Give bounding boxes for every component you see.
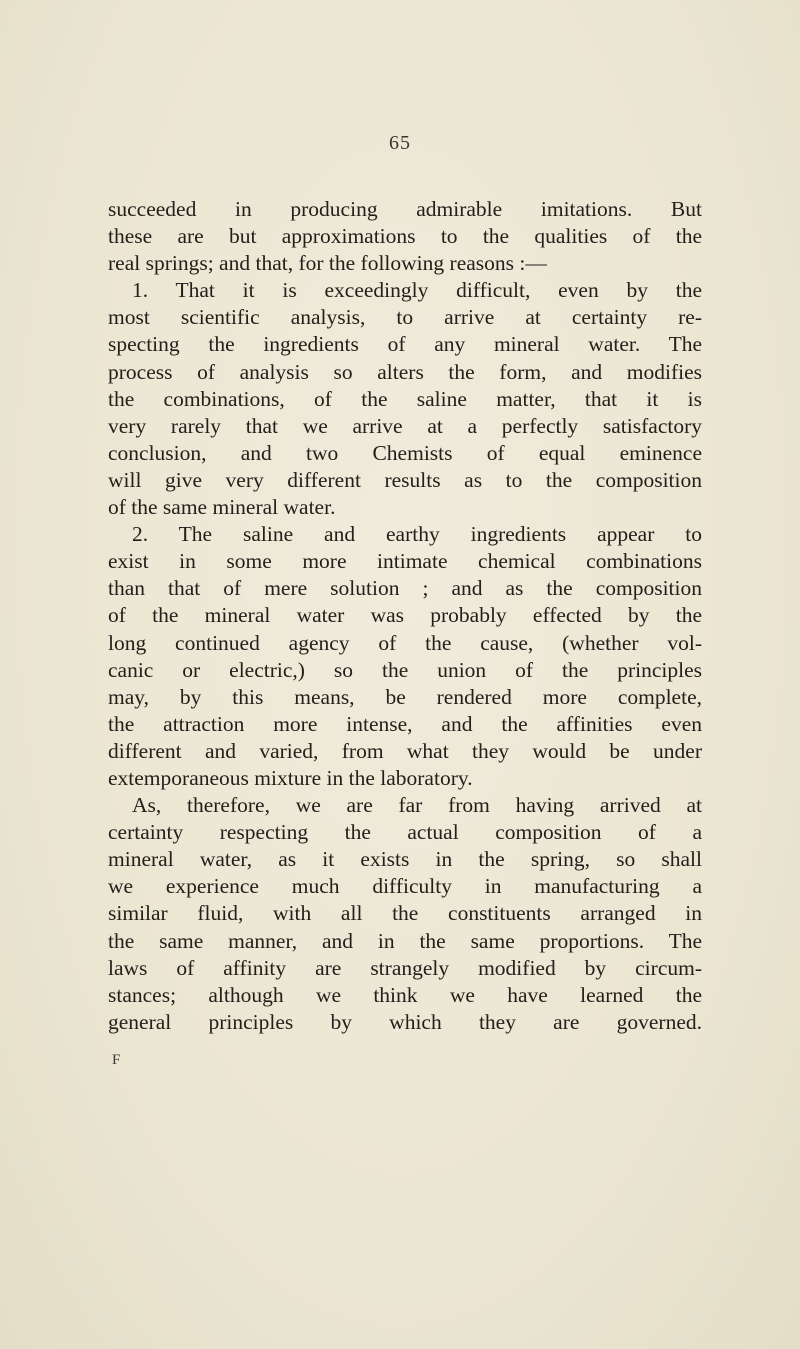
- text-line: real springs; and that, for the following reasons :—: [108, 251, 547, 276]
- text-line: will give very different results as to the composition: [108, 467, 702, 492]
- text-line: than that of mere solution ; and as the composition: [108, 576, 702, 601]
- page-number: 65: [389, 132, 411, 154]
- text-line: general principles by which they are governed.: [108, 1009, 702, 1034]
- text-line: process of analysis so alters the form, and modifies: [108, 359, 702, 384]
- text-line: the attraction more intense, and the affinities even: [108, 711, 702, 736]
- text-line: specting the ingredients of any mineral water. The: [108, 332, 702, 357]
- text-line: succeeded in producing admirable imitations. But: [108, 197, 702, 221]
- text-line: certainty respecting the actual composition of a: [108, 820, 702, 845]
- text-line: long continued agency of the cause, (whether vol-: [108, 630, 702, 655]
- text-line: most scientific analysis, to arrive at certainty re-: [108, 305, 702, 330]
- text-line: mineral water, as it exists in the spring, so shall: [108, 847, 702, 872]
- text-line: canic or electric,) so the union of the principles: [108, 657, 702, 682]
- text-line: these are but approximations to the qualities of the: [108, 224, 702, 249]
- text-line: 1. That it is exceedingly difficult, even by the: [132, 278, 702, 303]
- text-line: As, therefore, we are far from having arrived at: [132, 793, 702, 818]
- text-line: extemporaneous mixture in the laboratory.: [108, 765, 473, 790]
- text-line: the same manner, and in the same proportions. The: [108, 928, 702, 953]
- text-line: of the same mineral water.: [108, 495, 336, 520]
- text-line: we experience much difficulty in manufacturing a: [108, 874, 702, 899]
- text-line: may, by this means, be rendered more complete,: [108, 684, 702, 709]
- text-line: 2. The saline and earthy ingredients appear to: [132, 522, 702, 547]
- text-line: conclusion, and two Chemists of equal eminence: [108, 440, 702, 465]
- signature-mark: F: [112, 1052, 121, 1068]
- text-line: very rarely that we arrive at a perfectly satisfactory: [108, 413, 702, 438]
- text-line: different and varied, from what they would be under: [108, 738, 702, 763]
- body-text: [108, 196, 702, 1036]
- text-line: the combinations, of the saline matter, that it is: [108, 386, 702, 411]
- text-line: of the mineral water was probably effected by the: [108, 603, 702, 628]
- text-line: similar fluid, with all the constituents arranged in: [108, 901, 702, 926]
- text-line: laws of affinity are strangely modified by circum-: [108, 955, 702, 980]
- text-line: stances; although we think we have learned the: [108, 982, 702, 1007]
- text-line: exist in some more intimate chemical combinations: [108, 549, 702, 574]
